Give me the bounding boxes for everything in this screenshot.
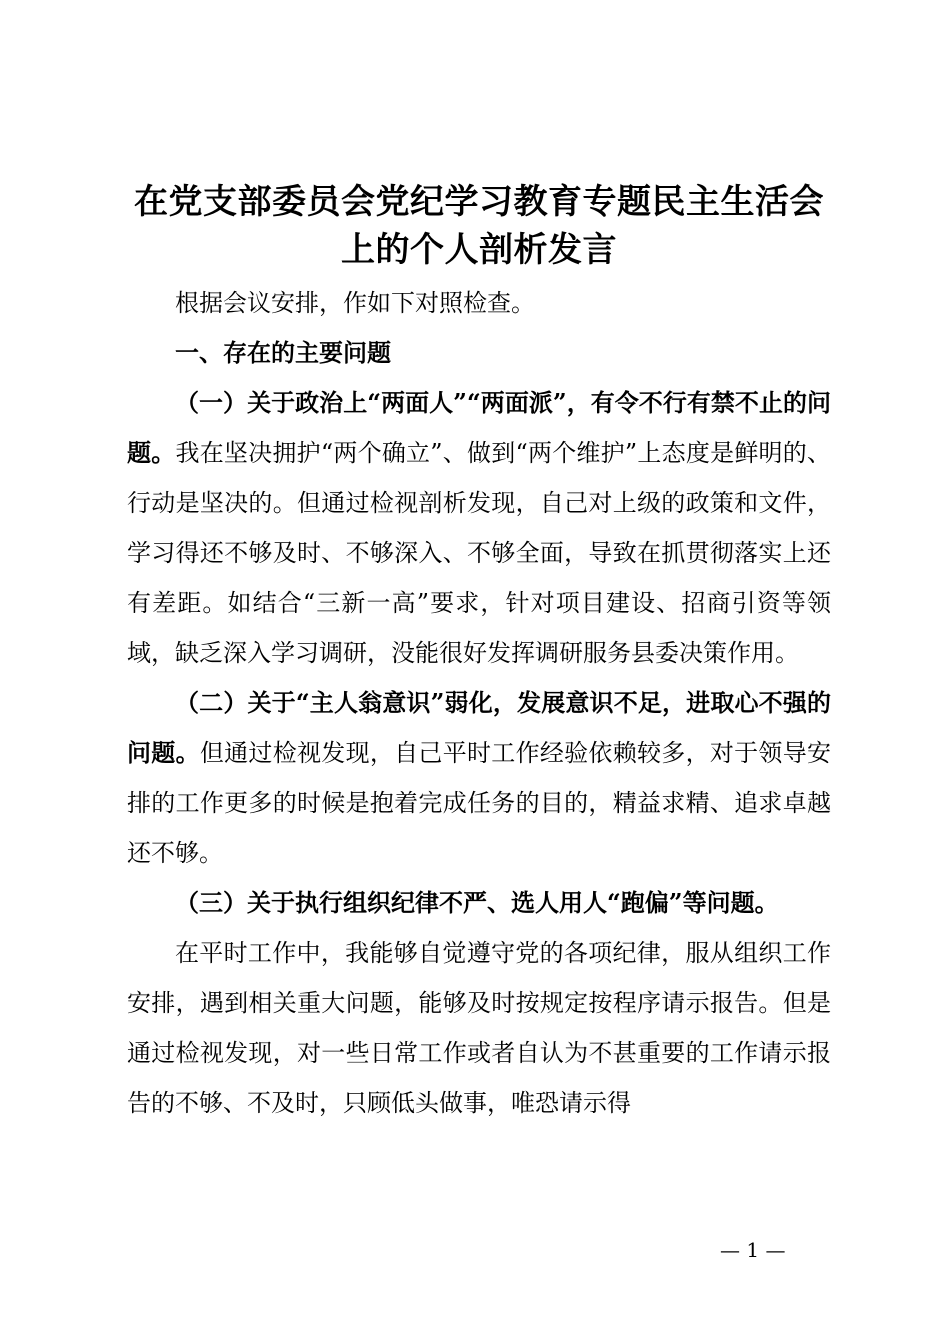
item-2-paragraph (127, 678, 831, 878)
item-1-paragraph (127, 378, 831, 678)
item-3-heading: （三）关于执行组织纪律不严、选人用人“跑偏”等问题。 (175, 888, 779, 917)
item-1-heading: （一）关于政治上“两面人”“两面派”，有令不行有禁不止的问题。 (127, 388, 831, 467)
item-3-body: 在平时工作中，我能够自觉遵守党的各项纪律，服从组织工作安排，遇到相关重大问题，能够及时按规定按程序请示报告。但是通过检视发现，对一些日常工作或者自认为不甚重要的工作请示报告的不够、不及时，只顾低头做事，唯恐请示得 (127, 939, 831, 1117)
document-title: 在党支部委员会党纪学习教育专题民主生活会上的个人剖析发言 (134, 182, 824, 270)
page-number: — 1 — (720, 1238, 786, 1262)
section-heading: 一、存在的主要问题 (175, 338, 391, 367)
item-2-heading: （二）关于“主人翁意识”弱化，发展意识不足，进取心不强的问题。 (127, 688, 831, 767)
document-body (127, 178, 831, 1128)
item-1-body: 我在坚决拥护“两个确立”、做到“两个维护”上态度是鲜明的、行动是坚决的。但通过检视剖析发现，自己对上级的政策和文件，学习得还不够及时、不够深入、不够全面，导致在抓贯彻落实上还有差距。如结合“三新一高”要求，针对项目建设、招商引资等领域，缺乏深入学习调研，没能很好发挥调研服务县委决策作用。 (127, 439, 832, 667)
intro-paragraph: 根据会议安排，作如下对照检查。 (175, 289, 535, 317)
item-2-body: 但通过检视发现，自己平时工作经验依赖较多，对于领导安排的工作更多的时候是抱着完成任务的目的，精益求精、追求卓越还不够。 (127, 739, 832, 867)
